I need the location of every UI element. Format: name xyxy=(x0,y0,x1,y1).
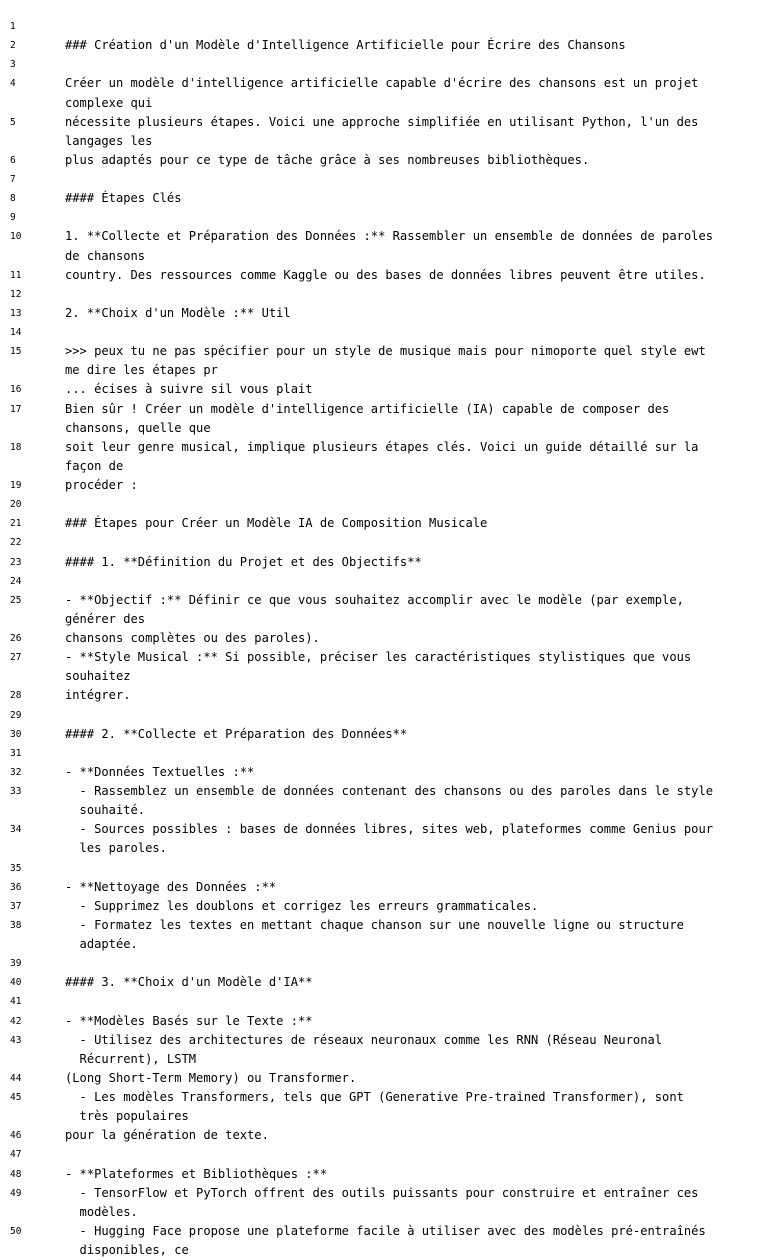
document-line xyxy=(0,553,768,572)
line-text: #### 3. **Choix d'un Modèle d'IA** xyxy=(65,975,313,990)
document-line xyxy=(0,74,768,93)
line-text: country. Des ressources comme Kaggle ou des bases de données libres peuvent être utiles. xyxy=(65,267,706,282)
line-text: plus adaptés pour ce type de tâche grâce à ses nombreuses bibliothèques. xyxy=(65,152,590,167)
document-line xyxy=(0,266,768,285)
line-text: chansons, quelle que xyxy=(65,420,211,435)
document-line xyxy=(0,973,768,992)
wrapped-line-continuation xyxy=(0,1203,768,1222)
document-line xyxy=(0,1126,768,1145)
line-text: Récurrent), LSTM xyxy=(65,1051,197,1066)
document-line xyxy=(0,151,768,170)
line-number: 7 xyxy=(10,174,16,185)
line-text: procéder : xyxy=(65,478,138,492)
line-number: 9 xyxy=(10,212,16,224)
line-number: 29 xyxy=(10,709,22,721)
document-line xyxy=(0,476,768,495)
line-number: 1 xyxy=(10,21,16,32)
document-line xyxy=(0,725,768,744)
wrapped-line-continuation xyxy=(0,667,768,686)
line-text: - **Modèles Basés sur le Texte :** xyxy=(65,1013,313,1028)
document-line xyxy=(0,897,768,916)
document-line xyxy=(0,1012,768,1031)
line-text: intégrer. xyxy=(65,688,131,703)
document-line xyxy=(0,648,768,667)
line-text: - **Données Textuelles :** xyxy=(65,764,255,779)
line-number: 8 xyxy=(10,193,16,205)
document-line xyxy=(0,954,768,973)
line-number: 32 xyxy=(10,766,22,778)
line-number: 34 xyxy=(10,824,22,836)
document-line xyxy=(0,400,768,419)
line-text: - TensorFlow et PyTorch offrent des outils puissants pour construire et entraîner ces xyxy=(65,1185,699,1200)
line-number: 17 xyxy=(10,403,22,415)
line-text: les paroles. xyxy=(65,841,167,856)
line-text: nécessite plusieurs étapes. Voici une approche simplifiée en utilisant Python, l'un des xyxy=(65,114,699,129)
line-number: 4 xyxy=(10,78,16,90)
line-number: 11 xyxy=(10,269,22,281)
line-number: 46 xyxy=(10,1130,22,1142)
document-line xyxy=(0,36,768,55)
line-text: - Les modèles Transformers, tels que GPT (Generative Pre-trained Transformer), sont xyxy=(65,1090,684,1104)
document-line xyxy=(0,533,768,552)
document-line xyxy=(0,514,768,533)
document-line xyxy=(0,1031,768,1050)
document-line xyxy=(0,1165,768,1184)
document-line xyxy=(0,1069,768,1088)
line-number: 48 xyxy=(10,1168,22,1180)
line-text: Bien sûr ! Créer un modèle d'intelligence artificielle (IA) capable de composer des xyxy=(65,401,670,416)
document-line xyxy=(0,227,768,246)
line-number: 15 xyxy=(10,346,22,358)
line-text: ### Étapes pour Créer un Modèle IA de Composition Musicale xyxy=(65,516,488,531)
line-number: 3 xyxy=(10,59,16,71)
line-number: 49 xyxy=(10,1187,22,1199)
document-line xyxy=(0,208,768,227)
line-text: ### Création d'un Modèle d'Intelligence Artificielle pour Écrire des Chansons xyxy=(65,38,626,53)
line-text: Créer un modèle d'intelligence artificielle capable d'écrire des chansons est un projet xyxy=(65,76,699,91)
document-line xyxy=(0,304,768,323)
line-text: très populaires xyxy=(65,1109,189,1124)
line-number: 24 xyxy=(10,575,22,587)
line-text: - Formatez les textes en mettant chaque chanson sur une nouvelle ligne ou structure xyxy=(65,917,684,932)
line-number: 40 xyxy=(10,977,22,989)
line-text: >>> peux tu ne pas spécifier pour un style de musique mais pour nimoporte quel style ewt xyxy=(65,344,706,359)
document-line xyxy=(0,342,768,361)
line-number: 13 xyxy=(10,307,22,319)
line-number: 33 xyxy=(10,786,22,797)
line-number: 28 xyxy=(10,690,22,702)
document-line xyxy=(0,285,768,304)
wrapped-line-continuation xyxy=(0,247,768,266)
document-line xyxy=(0,438,768,457)
document-line xyxy=(0,820,768,839)
document-line xyxy=(0,763,768,782)
document-line xyxy=(0,323,768,342)
document-line xyxy=(0,706,768,725)
document-line xyxy=(0,878,768,897)
line-number: 23 xyxy=(10,556,22,568)
wrapped-line-continuation xyxy=(0,839,768,858)
document-line xyxy=(0,744,768,763)
line-text: - Supprimez les doublons et corrigez les erreurs grammaticales. xyxy=(65,898,539,913)
line-number: 39 xyxy=(10,958,22,970)
document-line xyxy=(0,113,768,132)
document-text-area xyxy=(0,17,768,1260)
document-line xyxy=(0,17,768,36)
line-number: 31 xyxy=(10,747,22,759)
line-number: 47 xyxy=(10,1149,22,1161)
line-text: souhaitez xyxy=(65,669,131,684)
line-text: complexe qui xyxy=(65,95,153,110)
line-text: #### 1. **Définition du Projet et des Objectifs** xyxy=(65,554,422,569)
wrapped-line-continuation xyxy=(0,1107,768,1126)
line-text: #### Étapes Clés xyxy=(65,191,182,206)
document-line xyxy=(0,916,768,935)
line-text: - Rassemblez un ensemble de données contenant des chansons ou des paroles dans le style xyxy=(65,784,714,798)
line-text: modèles. xyxy=(65,1204,138,1219)
line-text: - Sources possibles : bases de données libres, sites web, plateformes comme Genius pour xyxy=(65,822,714,837)
document-line xyxy=(0,629,768,648)
document-line xyxy=(0,1222,768,1241)
wrapped-line-continuation xyxy=(0,935,768,954)
document-line xyxy=(0,992,768,1011)
line-text: - **Style Musical :** Si possible, préciser les caractéristiques stylistiques que vous xyxy=(65,650,692,665)
document-line xyxy=(0,591,768,610)
line-number: 38 xyxy=(10,919,22,931)
document-line xyxy=(0,170,768,189)
document-line xyxy=(0,495,768,514)
document-line xyxy=(0,1088,768,1107)
line-text: 2. **Choix d'un Modèle :** Util xyxy=(65,305,291,320)
wrapped-line-continuation xyxy=(0,457,768,476)
line-number: 25 xyxy=(10,594,22,606)
document-line xyxy=(0,572,768,591)
line-number: 36 xyxy=(10,881,22,893)
line-number: 43 xyxy=(10,1034,22,1046)
line-text: ... écises à suivre sil vous plait xyxy=(65,382,313,397)
line-text: - **Objectif :** Définir ce que vous souhaitez accomplir avec le modèle (par exemple, xyxy=(65,592,684,607)
line-text: 1. **Collecte et Préparation des Données :** Rassembler un ensemble de données de paroles xyxy=(65,229,714,244)
line-number: 37 xyxy=(10,900,22,912)
line-text: - Hugging Face propose une plateforme facile à utiliser avec des modèles pré-entraînés xyxy=(65,1223,706,1238)
wrapped-line-continuation xyxy=(0,419,768,438)
line-text: façon de xyxy=(65,458,124,473)
line-text: - **Nettoyage des Données :** xyxy=(65,879,277,894)
line-number: 21 xyxy=(10,518,22,530)
line-text: - Utilisez des architectures de réseaux neuronaux comme les RNN (Réseau Neuronal xyxy=(65,1032,663,1047)
document-line xyxy=(0,1184,768,1203)
wrapped-line-continuation xyxy=(0,801,768,820)
wrapped-line-continuation xyxy=(0,361,768,380)
line-number: 27 xyxy=(10,652,22,664)
wrapped-line-continuation xyxy=(0,94,768,113)
line-text: disponibles, ce xyxy=(65,1243,189,1257)
line-number: 22 xyxy=(10,537,22,549)
line-number: 26 xyxy=(10,633,22,644)
document-line xyxy=(0,380,768,399)
line-number: 35 xyxy=(10,862,22,874)
line-number: 30 xyxy=(10,728,22,740)
line-number: 16 xyxy=(10,384,22,396)
line-text: chansons complètes ou des paroles). xyxy=(65,631,320,645)
document-line xyxy=(0,859,768,878)
line-number: 6 xyxy=(10,154,16,166)
wrapped-line-continuation xyxy=(0,1050,768,1069)
line-number: 20 xyxy=(10,499,22,511)
line-text: soit leur genre musical, implique plusieurs étapes clés. Voici un guide détaillé sur la xyxy=(65,439,699,454)
wrapped-line-continuation xyxy=(0,610,768,629)
line-text: langages les xyxy=(65,133,153,148)
line-number: 19 xyxy=(10,480,22,491)
line-text: me dire les étapes pr xyxy=(65,363,218,378)
line-number: 5 xyxy=(10,116,16,128)
line-number: 14 xyxy=(10,327,22,338)
line-text: adaptée. xyxy=(65,937,138,951)
line-number: 42 xyxy=(10,1015,22,1027)
line-text: pour la génération de texte. xyxy=(65,1128,269,1143)
line-number: 18 xyxy=(10,441,22,453)
document-line xyxy=(0,55,768,74)
line-text: #### 2. **Collecte et Préparation des Données** xyxy=(65,726,408,741)
line-number: 12 xyxy=(10,288,22,300)
line-text: (Long Short-Term Memory) ou Transformer. xyxy=(65,1070,357,1085)
line-number: 44 xyxy=(10,1072,22,1084)
wrapped-line-continuation xyxy=(0,132,768,151)
document-line xyxy=(0,189,768,208)
line-number: 10 xyxy=(10,231,22,243)
line-text: de chansons xyxy=(65,248,146,263)
wrapped-line-continuation xyxy=(0,1241,768,1260)
line-number: 2 xyxy=(10,40,16,52)
line-text: générer des xyxy=(65,611,146,626)
line-number: 41 xyxy=(10,996,22,1008)
line-number: 50 xyxy=(10,1225,22,1237)
document-line xyxy=(0,1145,768,1164)
line-number: 45 xyxy=(10,1092,22,1103)
document-line xyxy=(0,782,768,801)
line-text: - **Plateformes et Bibliothèques :** xyxy=(65,1166,328,1181)
line-text: souhaité. xyxy=(65,803,146,818)
document-line xyxy=(0,686,768,705)
